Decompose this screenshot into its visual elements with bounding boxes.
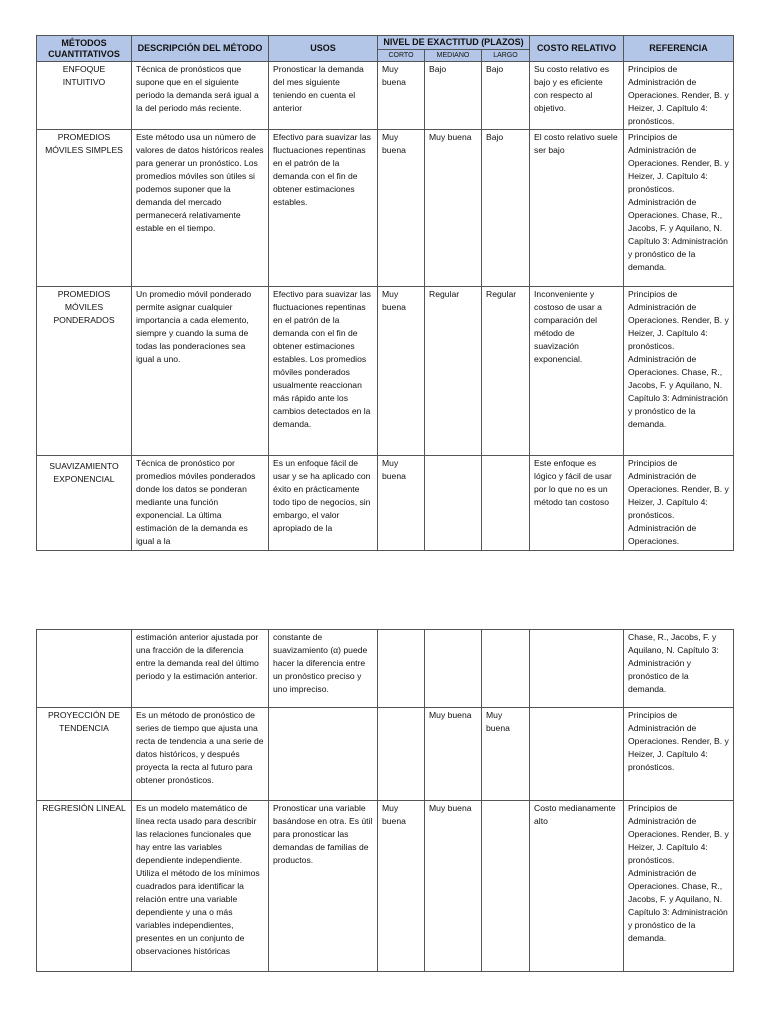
medium-term-cell: Regular — [425, 287, 482, 456]
cost-cell: Su costo relativo es bajo y es eficiente con respecto al objetivo. — [530, 62, 624, 130]
medium-term-cell — [425, 456, 482, 551]
reference-cell: Principios de Administración de Operaciones. Render, B. y Heizer, J. Capítulo 4: pronósticos. — [624, 62, 734, 130]
medium-term-cell: Muy buena — [425, 708, 482, 801]
long-term-cell: Bajo — [482, 62, 530, 130]
methods-table-page-2 — [36, 629, 734, 972]
table-row — [37, 708, 734, 801]
header-mediano: MEDIANO — [425, 50, 482, 62]
header-nivel-exactitud: NIVEL DE EXACTITUD (PLAZOS) — [378, 36, 530, 50]
header-largo: LARGO — [482, 50, 530, 62]
method-cell: SUAVIZAMIENTO EXPONENCIAL — [37, 456, 132, 551]
cost-cell: Este enfoque es lógico y fácil de usar por lo que no es un método tan costoso — [530, 456, 624, 551]
long-term-cell: Muy buena — [482, 708, 530, 801]
method-cell: REGRESIÓN LINEAL — [37, 801, 132, 972]
cost-cell: El costo relativo suele ser bajo — [530, 130, 624, 287]
uses-cell: Efectivo para suavizar las fluctuaciones repentinas en el patrón de la demanda con el fin de obtener estimaciones estables. Los promedios móviles ponderados usualmente reaccionan más rápido ante los cambios detectados en la demanda. — [269, 287, 378, 456]
reference-cell: Principios de Administración de Operaciones. Render, B. y Heizer, J. Capítulo 4: pronósticos. — [624, 708, 734, 801]
uses-cell — [269, 708, 378, 801]
reference-cell: Chase, R., Jacobs, F. y Aquilano, N. Capítulo 3: Administración y pronóstico de la demanda. — [624, 630, 734, 708]
short-term-cell: Muy buena — [378, 130, 425, 287]
uses-cell: constante de suavizamiento (α) puede hacer la diferencia entre un pronóstico preciso y uno impreciso. — [269, 630, 378, 708]
cost-cell: Inconveniente y costoso de usar a comparación del método de suavización exponencial. — [530, 287, 624, 456]
description-cell: estimación anterior ajustada por una fracción de la diferencia entre la demanda real del último periodo y la estimación anterior. — [132, 630, 269, 708]
medium-term-cell: Muy buena — [425, 130, 482, 287]
cost-cell: Costo medianamente alto — [530, 801, 624, 972]
cost-cell — [530, 708, 624, 801]
reference-cell: Principios de Administración de Operaciones. Render, B. y Heizer, J. Capítulo 4: pronósticos. Administración de Operaciones. Chase, R., Jacobs, F. y Aquilano, N. Capítulo 3: Administración y pronóstico de la demanda. — [624, 130, 734, 287]
table-row — [37, 62, 734, 130]
uses-cell: Pronosticar una variable basándose en otra. Es útil para pronosticar las demandas de familias de productos. — [269, 801, 378, 972]
description-cell: Un promedio móvil ponderado permite asignar cualquier importancia a cada elemento, siempre y cuando la suma de todas las ponderaciones sea igual a uno. — [132, 287, 269, 456]
description-cell: Es un método de pronóstico de series de tiempo que ajusta una recta de tendencia a una serie de datos históricos, y después proyecta la recta al futuro para obtener pronósticos. — [132, 708, 269, 801]
method-cell: ENFOQUE INTUITIVO — [37, 62, 132, 130]
header-usos: USOS — [269, 36, 378, 62]
reference-cell: Principios de Administración de Operaciones. Render, B. y Heizer, J. Capítulo 4: pronósticos. Administración de Operaciones. Chase, R., Jacobs, F. y Aquilano, N. Capítulo 3: Administración y pronóstico de la demanda. — [624, 801, 734, 972]
short-term-cell: Muy buena — [378, 287, 425, 456]
header-corto: CORTO — [378, 50, 425, 62]
uses-cell: Pronosticar la demanda del mes siguiente teniendo en cuenta el anterior — [269, 62, 378, 130]
description-cell: Es un modelo matemático de línea recta usado para describir las relaciones funcionales que hay entre las variables dependiente independiente. Utiliza el método de los mínimos cuadrados para identificar la relación entre una variable dependiente y una o más variables independientes, presentes en un conjunto de observaciones históricas — [132, 801, 269, 972]
uses-cell: Efectivo para suavizar las fluctuaciones repentinas en el patrón de la demanda con el fin de obtener estimaciones estables. — [269, 130, 378, 287]
cost-cell — [530, 630, 624, 708]
description-cell: Técnica de pronóstico por promedios móviles ponderados donde los datos se ponderan mediante una función exponencial. La última estimación de la demanda es igual a la — [132, 456, 269, 551]
header-descripcion: DESCRIPCIÓN DEL MÉTODO — [132, 36, 269, 62]
short-term-cell: Muy buena — [378, 456, 425, 551]
long-term-cell — [482, 456, 530, 551]
method-cell: PROMEDIOS MÓVILES SIMPLES — [37, 130, 132, 287]
long-term-cell: Regular — [482, 287, 530, 456]
short-term-cell: Muy buena — [378, 801, 425, 972]
table-row — [37, 287, 734, 456]
methods-table-page-1 — [36, 35, 734, 551]
table-row — [37, 130, 734, 287]
long-term-cell: Bajo — [482, 130, 530, 287]
description-cell: Este método usa un número de valores de datos históricos reales para generar un pronóstico. Los promedios móviles son útiles si podemos suponer que la demanda del mercado permanecerá relativamente estable en el tiempo. — [132, 130, 269, 287]
table-row — [37, 630, 734, 708]
table-row — [37, 456, 734, 551]
long-term-cell — [482, 801, 530, 972]
medium-term-cell — [425, 630, 482, 708]
description-cell: Técnica de pronósticos que supone que en el siguiente periodo la demanda será igual a la del periodo más reciente. — [132, 62, 269, 130]
short-term-cell — [378, 630, 425, 708]
long-term-cell — [482, 630, 530, 708]
short-term-cell: Muy buena — [378, 62, 425, 130]
method-cell — [37, 630, 132, 708]
method-cell: PROMEDIOS MÓVILES PONDERADOS — [37, 287, 132, 456]
header-costo: COSTO RELATIVO — [530, 36, 624, 62]
medium-term-cell: Bajo — [425, 62, 482, 130]
header-referencia: REFERENCIA — [624, 36, 734, 62]
short-term-cell — [378, 708, 425, 801]
reference-cell: Principios de Administración de Operaciones. Render, B. y Heizer, J. Capítulo 4: pronósticos. Administración de Operaciones. — [624, 456, 734, 551]
uses-cell: Es un enfoque fácil de usar y se ha aplicado con éxito en prácticamente todo tipo de negocios, sin embargo, el valor apropiado de la — [269, 456, 378, 551]
method-cell: PROYECCIÓN DE TENDENCIA — [37, 708, 132, 801]
header-metodos: MÉTODOS CUANTITATIVOS — [37, 36, 132, 62]
table-row — [37, 801, 734, 972]
medium-term-cell: Muy buena — [425, 801, 482, 972]
reference-cell: Principios de Administración de Operaciones. Render, B. y Heizer, J. Capítulo 4: pronósticos. Administración de Operaciones. Chase, R., Jacobs, F. y Aquilano, N. Capítulo 3: Administración y pronóstico de la demanda. — [624, 287, 734, 456]
